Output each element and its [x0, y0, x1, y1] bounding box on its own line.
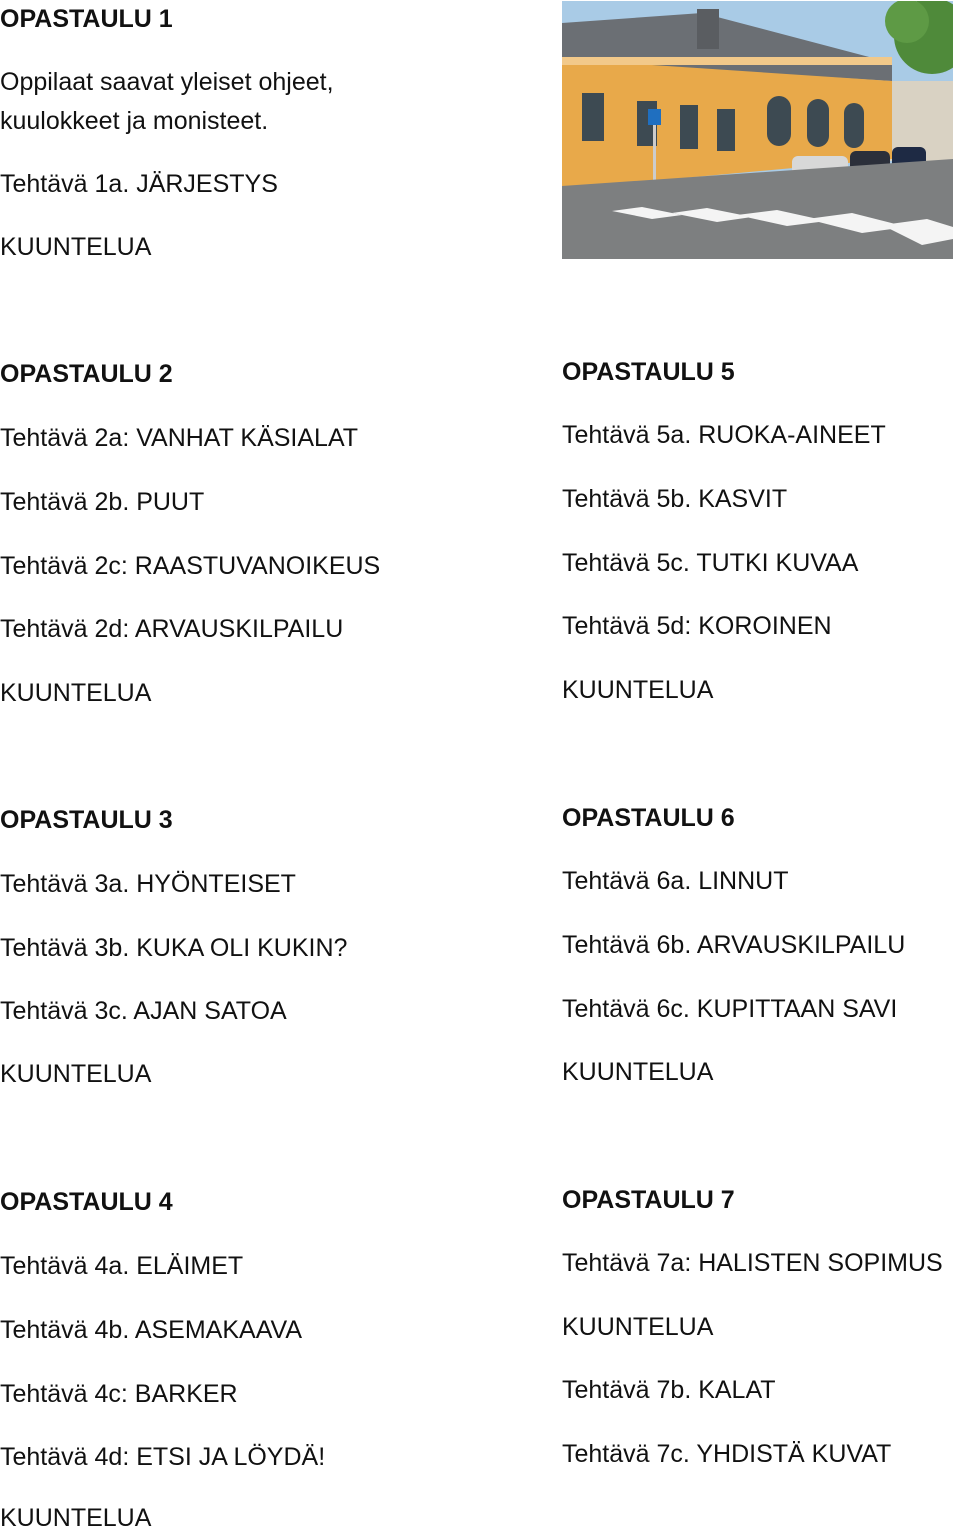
board-2-listening: KUUNTELUA	[0, 679, 152, 707]
board-3-task-3b: Tehtävä 3b. KUKA OLI KUKIN?	[0, 934, 348, 962]
board-5-task-5c: Tehtävä 5c. TUTKI KUVAA	[562, 549, 859, 577]
board-3-listening: KUUNTELUA	[0, 1060, 152, 1088]
board-1-task-1a: Tehtävä 1a. JÄRJESTYS	[0, 170, 278, 198]
board-2-task-2d: Tehtävä 2d: ARVAUSKILPAILU	[0, 615, 344, 643]
board-4-task-4c: Tehtävä 4c: BARKER	[0, 1380, 238, 1408]
board-3-task-3a: Tehtävä 3a. HYÖNTEISET	[0, 870, 296, 898]
board-6-task-6c: Tehtävä 6c. KUPITTAAN SAVI	[562, 995, 898, 1023]
board-1	[0, 0, 400, 270]
board-2-task-2c: Tehtävä 2c: RAASTUVANOIKEUS	[0, 552, 381, 580]
board-5-task-5d: Tehtävä 5d: KOROINEN	[562, 612, 832, 640]
board-4-title: OPASTAULU 4	[0, 1188, 173, 1216]
board-7-task-7a: Tehtävä 7a: HALISTEN SOPIMUS	[562, 1249, 943, 1277]
board-7	[562, 1181, 960, 1511]
board-5-title: OPASTAULU 5	[562, 358, 735, 386]
board-6-title: OPASTAULU 6	[562, 804, 735, 832]
board-7-task-7b: Tehtävä 7b. KALAT	[562, 1376, 776, 1404]
board-7-title: OPASTAULU 7	[562, 1186, 735, 1214]
board-4-listening: KUUNTELUA	[0, 1504, 152, 1532]
board-1-intro-line-1: Oppilaat saavat yleiset ohjeet,	[0, 68, 334, 96]
board-7-task-7c: Tehtävä 7c. YHDISTÄ KUVAT	[562, 1440, 892, 1468]
board-1-title: OPASTAULU 1	[0, 5, 173, 33]
board-5-task-5b: Tehtävä 5b. KASVIT	[562, 485, 788, 513]
board-5	[562, 353, 960, 713]
board-4-task-4d: Tehtävä 4d: ETSI JA LÖYDÄ!	[0, 1443, 326, 1471]
board-2-task-2b: Tehtävä 2b. PUUT	[0, 488, 205, 516]
board-5-task-5a: Tehtävä 5a. RUOKA-AINEET	[562, 421, 886, 449]
board-6	[562, 799, 960, 1099]
board-4-task-4a: Tehtävä 4a. ELÄIMET	[0, 1252, 244, 1280]
board-2-task-2a: Tehtävä 2a: VANHAT KÄSIALAT	[0, 424, 359, 452]
board-2-title: OPASTAULU 2	[0, 360, 173, 388]
board-6-listening: KUUNTELUA	[562, 1058, 714, 1086]
board-5-listening: KUUNTELUA	[562, 676, 714, 704]
board-3-task-3c: Tehtävä 3c. AJAN SATOA	[0, 997, 287, 1025]
board-4	[0, 1183, 400, 1531]
museum-building-photo	[562, 1, 953, 259]
board-3	[0, 801, 400, 1101]
board-7-listening: KUUNTELUA	[562, 1313, 714, 1341]
board-1-listening: KUUNTELUA	[0, 233, 152, 261]
board-1-intro-line-2: kuulokkeet ja monisteet.	[0, 107, 269, 135]
board-3-title: OPASTAULU 3	[0, 806, 173, 834]
board-4-task-4b: Tehtävä 4b. ASEMAKAAVA	[0, 1316, 303, 1344]
board-6-task-6a: Tehtävä 6a. LINNUT	[562, 867, 789, 895]
board-6-task-6b: Tehtävä 6b. ARVAUSKILPAILU	[562, 931, 906, 959]
board-2	[0, 355, 400, 715]
